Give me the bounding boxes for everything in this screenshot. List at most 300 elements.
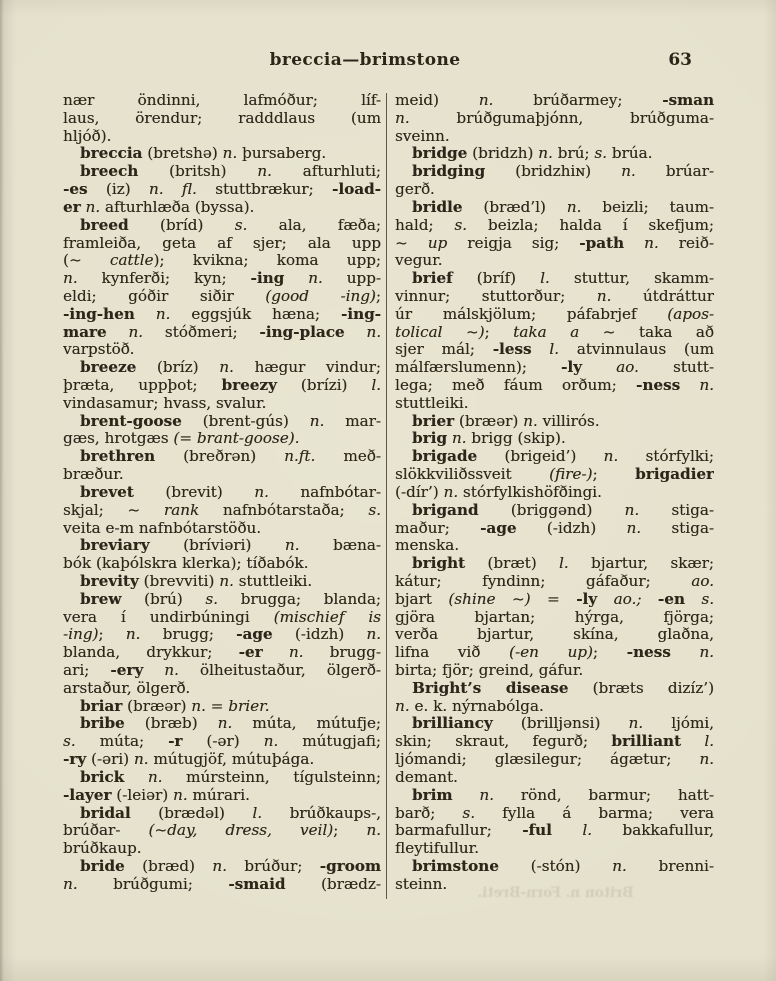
left-column <box>63 92 381 894</box>
italic-label: n. fl. <box>148 181 197 199</box>
italic-label: n. <box>478 92 494 109</box>
italic-label: n. <box>624 501 640 519</box>
italic-label: s. <box>454 216 468 234</box>
dictionary-line <box>395 395 714 413</box>
plain-text: (-leiər) <box>111 786 173 804</box>
plain-text: lega; með fáum orðum; <box>395 377 637 394</box>
dictionary-line <box>63 715 381 733</box>
headword: bright <box>412 555 466 573</box>
plain-text: nær öndinni, lafmóður; líf- <box>63 92 381 109</box>
dictionary-line <box>395 163 714 181</box>
dictionary-line <box>63 876 381 894</box>
plain-text: (bræər) <box>454 412 524 430</box>
dictionary-line <box>395 662 714 680</box>
headword: brilliancy <box>412 715 493 733</box>
plain-text: ; <box>98 626 126 644</box>
dictionary-line <box>63 341 381 359</box>
italic-label: n. <box>63 270 78 288</box>
dictionary-line <box>63 520 381 538</box>
dictionary-line <box>395 858 714 876</box>
plain-text <box>143 662 164 679</box>
dictionary-line <box>395 805 714 823</box>
plain-text: (brent-gús) <box>181 412 310 430</box>
plain-text: gæs, hrotgæs <box>63 430 174 448</box>
dictionary-line <box>63 199 381 217</box>
dictionary-line <box>395 448 714 466</box>
headword: -es <box>63 181 88 199</box>
headword: -smaid <box>228 875 286 893</box>
plain-text: (-idzh) <box>272 626 367 644</box>
dictionary-line <box>395 92 714 110</box>
dictionary-line <box>395 733 714 751</box>
plain-text: stuttur, skamm- <box>549 270 714 288</box>
plain-text <box>671 644 700 661</box>
dictionary-line <box>63 306 381 324</box>
dictionary-line <box>395 181 714 199</box>
plain-text: hljóð). <box>63 127 112 145</box>
italic-label: n. <box>366 626 381 644</box>
plain-text: bæna- <box>299 537 381 555</box>
plain-text: taka að <box>615 323 714 341</box>
plain-text: (iz) <box>87 181 149 199</box>
column-divider-rule <box>386 93 387 899</box>
dictionary-line <box>63 128 381 146</box>
plain-text: brúðarmey; <box>493 92 663 109</box>
headword: breech <box>80 163 139 181</box>
headword: -ly <box>576 590 598 608</box>
headword: -age <box>480 519 517 537</box>
headword: bridge <box>412 145 468 163</box>
italic-label: -ing) <box>63 626 99 644</box>
headword: -ery <box>110 662 144 679</box>
dictionary-line <box>63 359 381 377</box>
headword: brew <box>80 590 122 608</box>
italic-label: n. <box>538 145 553 163</box>
italic-label: n. <box>155 305 171 323</box>
dictionary-line <box>63 840 381 858</box>
dictionary-line <box>63 288 381 306</box>
plain-text: brú; <box>552 145 595 163</box>
plain-text: veita e-m nafnbótarstöðu. <box>63 519 262 537</box>
headword: -ing- <box>340 305 381 323</box>
dictionary-line <box>63 591 381 609</box>
dictionary-line <box>63 235 381 253</box>
plain-text: sjer mál; <box>395 341 493 359</box>
plain-text: kynferði; kyn; <box>77 270 251 288</box>
plain-text: brigg (skip). <box>466 430 566 448</box>
italic-label: s. <box>234 216 248 234</box>
dictionary-line <box>63 110 381 128</box>
italic-label: n. <box>699 644 714 662</box>
plain-text: vinnur; stuttorður; <box>395 287 597 305</box>
headword: -age <box>236 626 273 644</box>
plain-text <box>597 591 613 608</box>
italic-label: taka a ~ <box>513 323 616 341</box>
plain-text: (bræt) <box>465 555 559 573</box>
italic-label: (fire-) <box>549 466 593 484</box>
dictionary-line <box>395 252 714 270</box>
dictionary-line <box>395 609 714 627</box>
dictionary-line <box>395 466 714 484</box>
dictionary-line <box>395 110 714 128</box>
plain-text: brúðkaup. <box>63 840 142 858</box>
dictionary-line <box>395 145 714 163</box>
plain-text: bók (kaþólskra klerka); tíðabók. <box>63 555 309 573</box>
italic-label: s. <box>701 590 714 608</box>
italic-label: n. <box>523 412 538 430</box>
dictionary-line <box>63 662 381 680</box>
headword: -sman <box>662 92 714 109</box>
plain-text: (brædəl) <box>130 804 253 822</box>
plain-text: atvinnulaus (um <box>558 341 714 359</box>
headword: breviary <box>80 537 150 555</box>
dictionary-line <box>63 252 381 270</box>
headword: -ing-hen <box>63 305 135 323</box>
plain-text: ljómi, <box>643 715 714 733</box>
plain-text: = <box>530 590 577 608</box>
plain-text: mar- <box>324 412 381 430</box>
plain-text: (-stón) <box>498 857 613 875</box>
plain-text <box>284 270 308 287</box>
italic-label: n. <box>603 448 619 466</box>
italic-label: s. <box>368 501 381 519</box>
headword: breeze <box>80 359 137 377</box>
plain-text: (bræd) <box>124 857 213 875</box>
plain-text: slökkviliðssveit <box>395 466 550 484</box>
italic-label: ao. <box>691 572 714 590</box>
italic-label: up <box>427 234 448 252</box>
dictionary-line <box>395 128 714 146</box>
headword: brevet <box>80 483 134 501</box>
headword: -ful <box>522 822 552 840</box>
plain-text: barð; <box>395 804 463 822</box>
italic-label: n. <box>366 323 381 341</box>
plain-text: framleiða, geta af sjer; ala upp <box>63 234 381 252</box>
dictionary-line <box>63 377 381 395</box>
dictionary-line <box>395 840 714 858</box>
plain-text: málfærslumenn); <box>395 359 562 377</box>
dictionary-line <box>395 555 714 573</box>
headword: -ing-place <box>259 323 345 341</box>
plain-text: stuttleiki. <box>395 394 469 412</box>
headword: brigand <box>412 501 479 519</box>
plain-text: sveinn. <box>395 127 450 145</box>
headword: -layer <box>63 786 112 804</box>
plain-text: verða bjartur, skína, glaðna, <box>395 626 714 644</box>
dictionary-line <box>395 288 714 306</box>
dictionary-line <box>63 822 381 840</box>
italic-label: l. <box>252 804 263 822</box>
headword: er <box>63 198 81 216</box>
plain-text: arstaður, ölgerð. <box>63 679 191 697</box>
plain-text: brúar- <box>635 163 714 181</box>
dictionary-line <box>63 698 381 716</box>
italic-label: n. <box>263 733 279 751</box>
italic-label: n. <box>443 483 459 501</box>
plain-text: brugg; <box>140 626 237 644</box>
plain-text: stórfylki; <box>618 448 714 466</box>
headword: -ing <box>250 270 285 288</box>
plain-text: e. k. nýrnabólga. <box>409 697 544 715</box>
plain-text: stóðmeri; <box>143 323 260 341</box>
plain-text: hægur vindur; <box>233 359 381 377</box>
plain-text <box>135 306 156 323</box>
plain-text <box>532 341 550 358</box>
headword: bridal <box>80 804 131 822</box>
plain-text <box>452 787 479 804</box>
plain-text <box>107 324 129 341</box>
plain-text: múrsteinn, tígulsteinn; <box>162 768 381 786</box>
plain-text: stuttbrækur; <box>196 181 333 199</box>
headword: brief <box>412 270 453 288</box>
right-column <box>395 92 714 894</box>
dictionary-line <box>63 181 381 199</box>
plain-text: þræta, uppþot; <box>63 377 222 394</box>
dictionary-line <box>395 769 714 787</box>
italic-label: l. <box>704 733 714 751</box>
plain-text: meid) <box>395 92 479 109</box>
dictionary-line <box>395 377 714 395</box>
italic-label: n. <box>128 323 143 341</box>
plain-text: (bridzhiɴ) <box>485 163 622 181</box>
plain-text <box>685 591 701 608</box>
plain-text: (brevit) <box>133 483 255 501</box>
italic-label: n. <box>699 751 714 769</box>
italic-label: s. <box>462 804 476 822</box>
headword: mare <box>63 323 107 341</box>
dictionary-line <box>63 680 381 698</box>
dictionary-line <box>63 555 381 573</box>
plain-text: hald; <box>395 216 455 234</box>
italic-label: n. <box>191 697 206 715</box>
dictionary-line <box>395 644 714 662</box>
dictionary-line <box>395 484 714 502</box>
plain-text <box>263 644 289 661</box>
headword: breed <box>80 216 129 234</box>
italic-label: n. <box>217 715 233 733</box>
plain-text: fylla á barma; vera <box>475 804 714 822</box>
plain-text: stuttleiki. <box>233 572 313 590</box>
plain-text: (bretshə) <box>142 145 223 163</box>
headword: breccia <box>80 145 143 163</box>
plain-text: eggsjúk hæna; <box>170 305 341 323</box>
plain-text: brúður; <box>226 857 320 875</box>
headword: -less <box>492 341 532 359</box>
dictionary-line <box>63 751 381 769</box>
plain-text: (bridzh) <box>467 145 539 163</box>
headword: -er <box>238 644 263 662</box>
headword: -ly <box>561 359 582 377</box>
plain-text: stórfylkishöfðingi. <box>458 483 602 501</box>
dictionary-line <box>395 573 714 591</box>
headword: -ness <box>626 644 671 662</box>
headword: brim <box>412 786 453 804</box>
plain-text: brúðar- <box>63 822 149 840</box>
plain-text: brúðgumaþjónn, brúðguma- <box>409 109 714 127</box>
italic-label: n. <box>366 822 381 840</box>
dictionary-line <box>395 787 714 805</box>
plain-text: beizli; taum- <box>581 198 714 216</box>
headword: -load- <box>332 181 381 199</box>
dictionary-line <box>395 591 714 609</box>
dictionary-line <box>63 733 381 751</box>
dictionary-line <box>63 270 381 288</box>
headword: -ry <box>63 751 87 769</box>
italic-label: n. <box>626 519 642 537</box>
dictionary-line <box>63 484 381 502</box>
italic-label: n. <box>284 537 300 555</box>
italic-label: (good -ing) <box>265 287 376 305</box>
italic-label: s. <box>63 733 76 751</box>
headword: bribe <box>80 715 125 733</box>
plain-text: (brædz- <box>285 875 381 893</box>
plain-text: ; <box>375 287 381 305</box>
headword: Bright’s disease <box>412 679 569 697</box>
headword: -groom <box>319 857 381 875</box>
italic-label: tolical ~) <box>395 323 485 341</box>
plain-text: nafnbótar- <box>268 483 381 501</box>
dictionary-line <box>63 466 381 484</box>
dictionary-line <box>63 537 381 555</box>
dictionary-line <box>63 145 381 163</box>
plain-text: ; <box>484 323 514 341</box>
italic-label: n. <box>621 163 636 181</box>
headword: brent-goose <box>80 412 182 430</box>
headword: brimstone <box>412 857 499 875</box>
plain-text: barmafullur; <box>395 822 523 840</box>
italic-label: l. <box>582 822 592 840</box>
dictionary-line <box>395 235 714 253</box>
dictionary-line <box>63 163 381 181</box>
plain-text: (bræb) <box>124 715 218 733</box>
plain-text: villirós. <box>537 412 600 430</box>
dictionary-line <box>395 413 714 431</box>
plain-text: bjart <box>395 590 449 608</box>
dictionary-line <box>395 822 714 840</box>
headword: brig <box>412 430 448 448</box>
plain-text: ( <box>63 252 69 270</box>
headword: brigadier <box>635 466 714 484</box>
plain-text: gerð. <box>395 181 435 199</box>
italic-label: n. <box>308 270 323 288</box>
plain-text: (breðrən) <box>155 448 285 466</box>
italic-label: n. <box>699 377 714 394</box>
plain-text <box>552 822 582 839</box>
italic-label: l. <box>540 270 550 288</box>
plain-text: (-dír’) <box>395 483 444 501</box>
plain-text: brúa. <box>606 145 653 163</box>
plain-text: (bræər) <box>122 697 192 715</box>
dictionary-line <box>63 626 381 644</box>
headword: brick <box>80 768 125 786</box>
italic-label: (~day, dress, veil) <box>148 822 334 840</box>
italic-label: n. <box>133 751 149 769</box>
dictionary-line <box>395 306 714 324</box>
plain-text: afturhlæða (byssa). <box>100 198 255 216</box>
plain-text: brenni- <box>626 857 714 875</box>
headword: brevity <box>80 572 139 590</box>
italic-label: ao. <box>616 359 639 377</box>
plain-text: stutt- <box>638 359 714 377</box>
dictionary-line <box>395 199 714 217</box>
dictionary-line <box>63 769 381 787</box>
plain-text: skin; skraut, fegurð; <box>395 733 612 751</box>
plain-text: múrari. <box>187 786 250 804</box>
plain-text: ljómandi; glæsilegur; ágætur; <box>395 751 700 769</box>
running-header-title: breccia—brimstone <box>269 50 461 70</box>
plain-text: blanda, drykkur; <box>63 644 239 662</box>
plain-text: vera í undirbúningi <box>63 608 274 626</box>
headword: -r <box>168 733 183 751</box>
plain-text: varpstöð. <box>63 341 135 359</box>
italic-label: n. <box>644 234 659 252</box>
dictionary-line <box>395 502 714 520</box>
italic-label: n. <box>173 786 188 804</box>
dictionary-line <box>395 430 714 448</box>
dictionary-line <box>395 270 714 288</box>
plain-text: kátur; fyndinn; gáfaður; <box>395 572 692 590</box>
plain-text: lifna við <box>395 644 510 662</box>
dictionary-line <box>395 680 714 698</box>
dictionary-line <box>395 217 714 235</box>
dictionary-line <box>63 502 381 520</box>
plain-text: brúðkaups-, <box>262 804 381 822</box>
plain-text: (brilljənsi) <box>492 715 629 733</box>
plain-text: afturhluti; <box>271 163 381 181</box>
dictionary-line <box>63 805 381 823</box>
plain-text: (brú) <box>121 590 206 608</box>
plain-text: bjartur, skær; <box>568 555 714 573</box>
plain-text: múta; <box>75 733 169 751</box>
dictionary-line <box>395 341 714 359</box>
page-number: 63 <box>668 50 692 70</box>
plain-text: maður; <box>395 519 481 537</box>
plain-text: skjal; ~ <box>63 501 164 519</box>
italic-label: n. <box>164 662 179 679</box>
plain-text <box>582 359 616 376</box>
italic-label: n. <box>257 163 272 181</box>
plain-text: stiga- <box>641 519 714 537</box>
plain-text: (bræts dizíz’) <box>568 679 714 697</box>
italic-label: (mischief is <box>273 608 381 626</box>
plain-text <box>124 769 148 786</box>
dictionary-line <box>63 217 381 235</box>
italic-label: s. <box>594 145 607 163</box>
italic-label: n.ft. <box>284 448 316 466</box>
plain-text: beizla; halda í skefjum; <box>467 216 714 234</box>
headword: -path <box>579 234 625 252</box>
italic-label: brier. <box>228 697 270 715</box>
headword: brilliant <box>611 733 681 751</box>
plain-text: laus, örendur; radddlaus (um <box>63 109 381 127</box>
plain-text <box>680 377 699 394</box>
italic-label: (-en up) <box>509 644 593 662</box>
plain-text: (brigeid’) <box>477 448 604 466</box>
italic-label: n. <box>309 412 325 430</box>
dictionary-line <box>395 359 714 377</box>
plain-text: brúðgumi; <box>77 875 229 893</box>
plain-text: nafnbótarstaða; <box>199 501 369 519</box>
italic-label: l. <box>549 341 559 359</box>
plain-text: ala, fæða; <box>247 216 381 234</box>
plain-text: (-idzh) <box>516 519 627 537</box>
plain-text: (bríf) <box>452 270 541 288</box>
italic-label: l. <box>558 555 569 573</box>
italic-label: n. <box>254 483 269 501</box>
plain-text: fleytifullur. <box>395 840 479 858</box>
plain-text: bræður. <box>63 466 124 484</box>
italic-label: n. <box>219 359 234 377</box>
